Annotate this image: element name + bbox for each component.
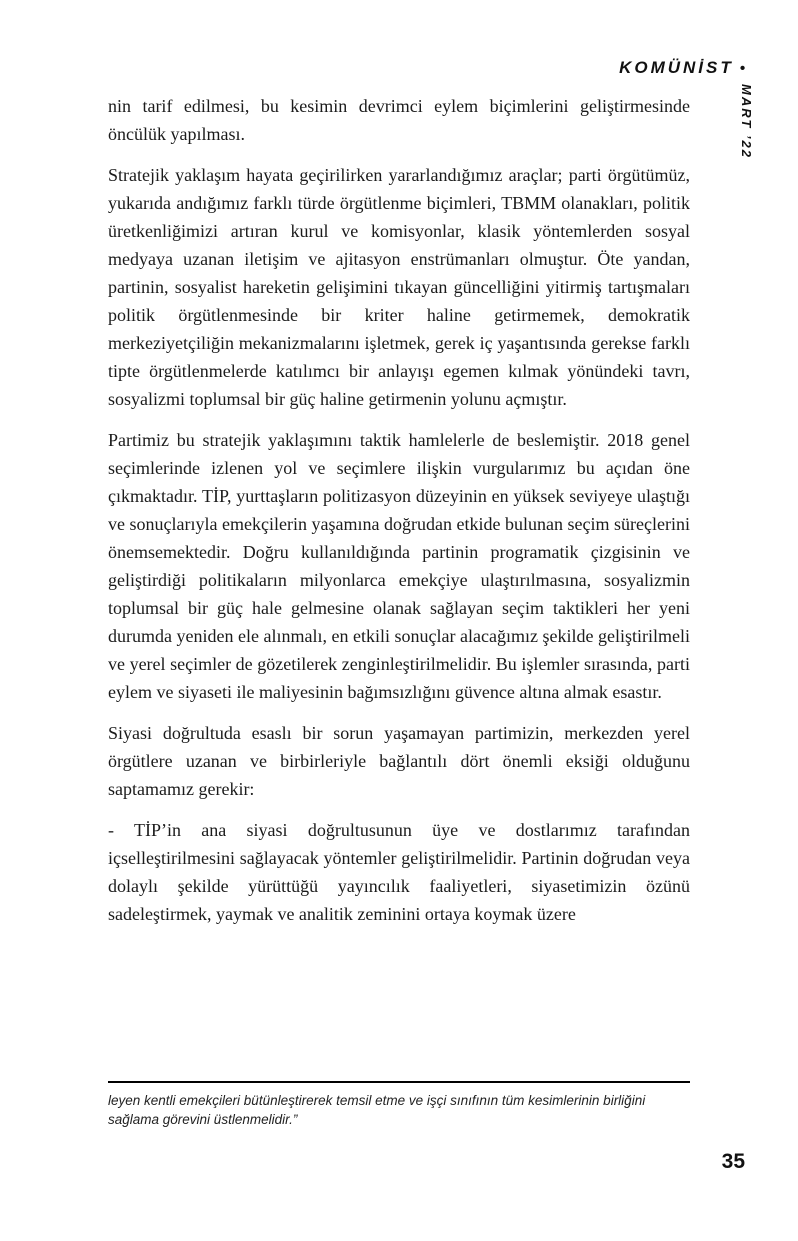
issue-date: MART ’22	[739, 84, 754, 159]
page-number: 35	[721, 1150, 745, 1173]
paragraph-5: - TİP’in ana siyasi doğrultusunun üye ve dostlarımız tarafından içselleştirilmesini sağlayacak yöntemler geliştirilmelidir. Partinin doğrudan veya dolaylı şekilde yürüttüğü yayıncılık faaliyetleri, siyasetimizin özünü sadeleştirmek, yaymak ve analitik zeminini ortaya koymak üzere	[108, 820, 690, 924]
bullet-icon: •	[739, 60, 745, 77]
paragraph-1: nin tarif edilmesi, bu kesimin devrimci eylem biçimlerini geliştirmesinde öncülük yapılması.	[108, 96, 690, 144]
footnote-divider	[108, 1081, 690, 1083]
body-text	[108, 92, 690, 928]
paragraph-2: Stratejik yaklaşım hayata geçirilirken yararlandığımız araçlar; parti örgütümüz, yukarıda andığımız farklı türde örgütlenme biçimleri, TBMM olanakları, politik üretkenliğimizi artıran kurul ve komisyonlar, klasik yöntemlerden sosyal medyaya uzanan iletişim ve ajitasyon enstrümanları olmuştur. Öte yandan, partinin, sosyalist hareketin gelişimini tıkayan güncelliğini yitirmiş tartışmaları politik örgütlenmesinde bir kriter haline getirmemek, demokratik merkeziyetçiliğin mekanizmalarını işletmek, gerek iç yaşantısında gerekse farklı tipte örgütlenmelerde katılımcı bir anlayışı egemen kılmak yönündeki tavrı, sosyalizmi toplumsal bir güç haline getirmenin yolunu açmıştır.	[108, 165, 690, 409]
journal-title: KOMÜNİST	[619, 58, 734, 77]
paragraph-4: Siyasi doğrultuda esaslı bir sorun yaşamayan partimizin, merkezden yerel örgütlere uzanan ve birbirleriyle bağlantılı dört önemli eksiği olduğunu saptamamız gerekir:	[108, 723, 690, 799]
paragraph-3: Partimiz bu stratejik yaklaşımını taktik hamlelerle de beslemiştir. 2018 genel seçimlerinde izlenen yol ve seçimlere ilişkin vurgularımız bu açıdan öne çıkmaktadır. TİP, yurttaşların politizasyon düzeyinin en yüksek seviyeye ulaştığı ve sonuçlarıyla emekçilerin yaşamına doğrudan etkide bulunan seçim süreçlerini önemsemektedir. Doğru kullanıldığında partinin programatik çizgisinin ve geliştirdiği politikaların milyonlarca emekçiye ulaştırılmasına, sosyalizmin toplumsal bir güç hale gelmesine olanak sağlayan seçim taktikleri her yeni durumda yeniden ele alınmalı, en etkili sonuçlar alacağımız şekilde geliştirilmeli ve yerel seçimler de gözetilerek zenginleştirilmelidir. Bu işlemler sırasında, parti eylem ve siyaseti ile maliyesinin bağımsızlığını güvence altına almak esastır.	[108, 430, 690, 702]
journal-header	[619, 58, 745, 78]
footnote-text: leyen kentli emekçileri bütünleştirerek temsil etme ve işçi sınıfının tüm kesimlerinin birliğini sağlama görevini üstlenmelidir.”	[108, 1093, 646, 1127]
